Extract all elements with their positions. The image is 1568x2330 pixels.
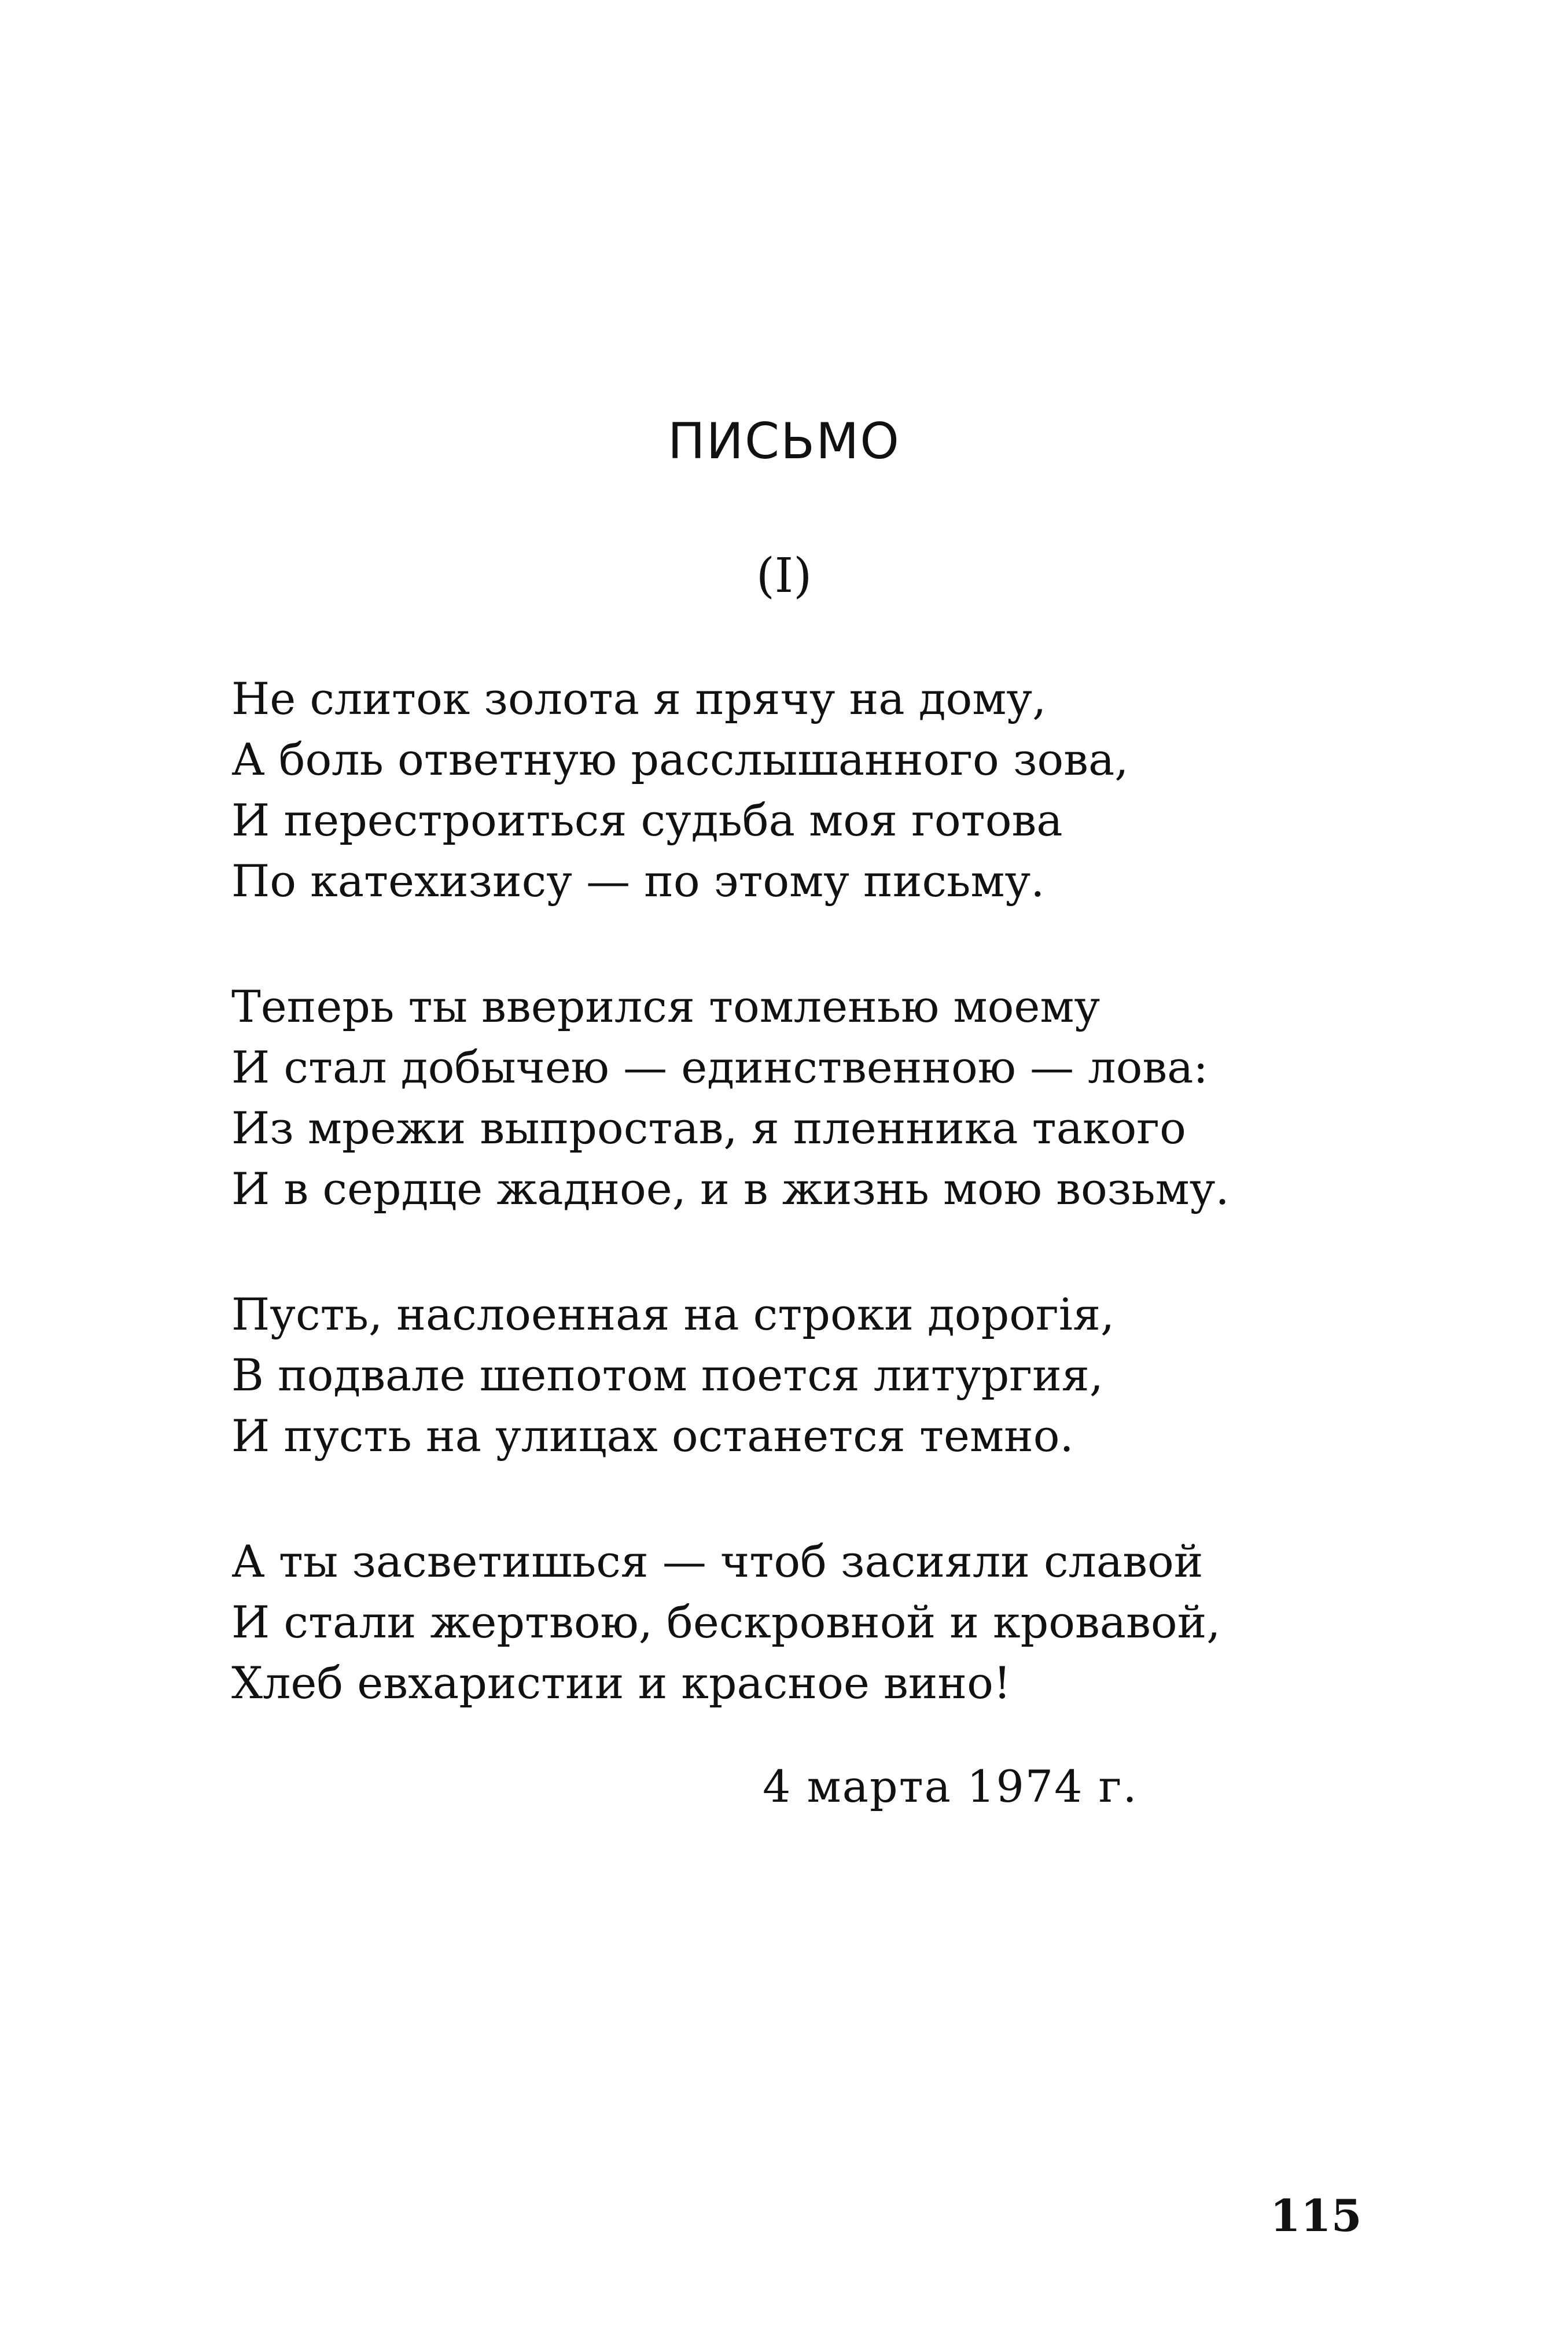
poem-line: Теперь ты вверился томленью моему [231,981,1100,1032]
poem-line: И стал добычею — единственною — лова: [231,1041,1209,1093]
stanza-1 [231,668,1331,911]
poem-line: Не слиток золота я прячу на дому, [231,673,1047,724]
stanza-2 [231,976,1331,1219]
poem-date: 4 марта 1974 г. [763,1761,1138,1812]
poem-line: И пусть на улицах останется темно. [231,1410,1074,1462]
stanza-4 [231,1531,1331,1713]
poem-title: ПИСЬМО [668,413,900,470]
poem-line: И перестроиться судьба моя готова [231,794,1063,846]
poem-body [231,668,1331,1778]
poem-line: В подвале шепотом поется литургия, [231,1349,1103,1401]
poem-line: А ты засветишься — чтоб засияли славой [231,1536,1203,1587]
poem-line: По катехизису — по этому письму. [231,855,1045,907]
poem-part-number: (I) [756,549,812,603]
poem-line: Хлеб евхаристии и красное вино! [231,1657,1011,1709]
poem-line: Из мрежи выпростав, я пленника такого [231,1102,1186,1154]
page-number: 115 [1270,2190,1362,2241]
poem-line: Пусть, наслоенная на строки дорогія, [231,1289,1115,1340]
poem-line: И в сердце жадное, и в жизнь мою возьму. [231,1163,1230,1214]
poem-line: И стали жертвою, бескровной и кровавой, [231,1596,1221,1648]
poem-line: А боль ответную расслышанного зова, [231,734,1129,785]
stanza-3 [231,1284,1331,1466]
